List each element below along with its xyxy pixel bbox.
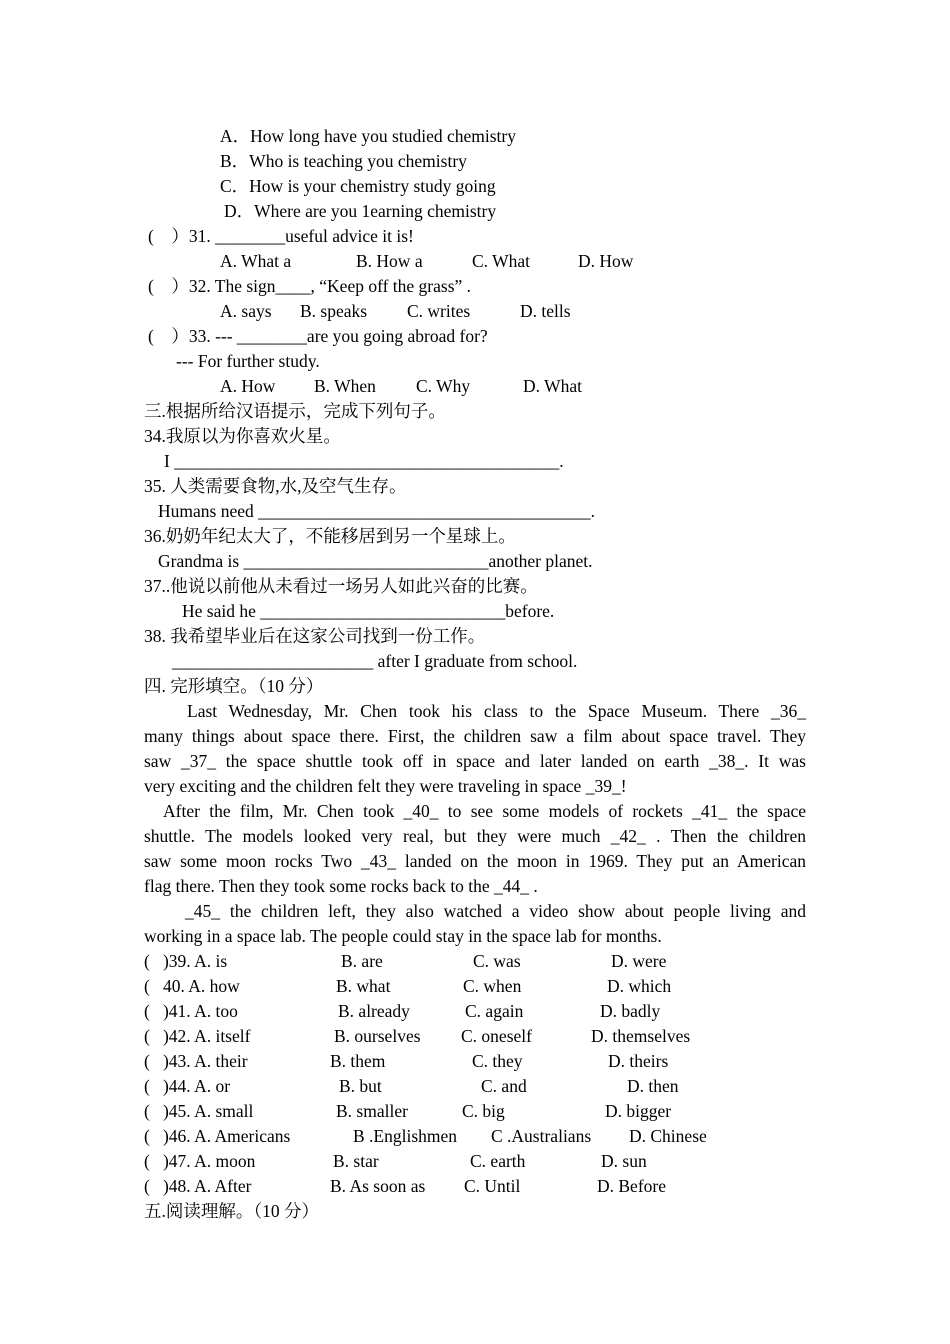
- q37-chinese: 37..他说以前他从未看过一场另人如此兴奋的比赛。: [144, 576, 538, 596]
- q39-b: B. are: [341, 951, 383, 971]
- q33-option-a: A. How: [220, 376, 276, 396]
- q33-option-d: D. What: [523, 376, 582, 396]
- q47-b: B. star: [333, 1151, 379, 1171]
- q47-d: D. sun: [601, 1151, 647, 1171]
- q41-d: D. badly: [600, 1001, 661, 1021]
- q38-chinese: 38. 我希望毕业后在这家公司找到一份工作。: [144, 626, 486, 646]
- q43-d: D. theirs: [608, 1051, 669, 1071]
- q33-option-c: C. Why: [416, 376, 471, 396]
- q41-c: C. again: [465, 1001, 524, 1021]
- q31-option-a: A. What a: [220, 251, 292, 271]
- q33-stem: ( ）33. --- ________are you going abroad for?: [148, 326, 488, 346]
- q48-c: C. Until: [464, 1176, 521, 1196]
- q44-d: D. then: [627, 1076, 679, 1096]
- section5-title: 五.阅读理解。（10 分）: [144, 1201, 319, 1221]
- q31-option-d: D. How: [578, 251, 634, 271]
- section3-title: 三.根据所给汉语提示，完成下列句子。: [144, 401, 446, 421]
- q35-english: Humans need ______________________________________.: [158, 501, 595, 521]
- q32-option-d: D. tells: [520, 301, 571, 321]
- cloze-p1-line3: saw _37_ the space shuttle took off in space and later landed on earth _38_. It was: [144, 751, 806, 771]
- q40-b: B. what: [336, 976, 391, 996]
- q40-a: ( 40. A. how: [144, 976, 240, 996]
- q43-a: ( )43. A. their: [144, 1051, 248, 1071]
- q46-c: C .Australians: [491, 1126, 592, 1146]
- q37-english: He said he ____________________________before.: [182, 601, 555, 621]
- q40-d: D. which: [607, 976, 672, 996]
- q47-c: C. earth: [470, 1151, 526, 1171]
- q32-option-a: A. says: [220, 301, 272, 321]
- cloze-p2-line1: After the film, Mr. Chen took _40_ to see some models of rockets _41_ the space: [163, 801, 806, 821]
- q36-chinese: 36.奶奶年纪太大了，不能移居到另一个星球上。: [144, 526, 516, 546]
- q34-chinese: 34.我原以为你喜欢火星。: [144, 426, 341, 446]
- q42-c: C. oneself: [461, 1026, 532, 1046]
- q48-a: ( )48. A. After: [144, 1176, 252, 1196]
- cloze-p2-line3: saw some moon rocks Two _43_ landed on the moon in 1969. They put an American: [144, 851, 806, 871]
- q44-c: C. and: [481, 1076, 527, 1096]
- cloze-p3-line2: working in a space lab. The people could stay in the space lab for months.: [144, 926, 662, 946]
- q44-a: ( )44. A. or: [144, 1076, 231, 1096]
- q42-d: D. themselves: [591, 1026, 691, 1046]
- q35-chinese: 35. 人类需要食物,水,及空气生存。: [144, 476, 407, 496]
- q31-stem: ( ）31. ________useful advice it is!: [148, 226, 414, 246]
- q31-option-b: B. How a: [356, 251, 423, 271]
- q32-option-c: C. writes: [407, 301, 471, 321]
- q45-d: D. bigger: [605, 1101, 672, 1121]
- q41-a: ( )41. A. too: [144, 1001, 238, 1021]
- q48-d: D. Before: [597, 1176, 667, 1196]
- q39-d: D. were: [611, 951, 667, 971]
- q46-b: B .Englishmen: [353, 1126, 458, 1146]
- q30-option-b: B．Who is teaching you chemistry: [220, 151, 467, 171]
- q33-option-b: B. When: [314, 376, 376, 396]
- cloze-p3-line1: _45_ the children left, they also watched a video show about people living and: [185, 901, 806, 921]
- section4-title: 四. 完形填空。（10 分）: [144, 676, 324, 696]
- q48-b: B. As soon as: [330, 1176, 426, 1196]
- q39-c: C. was: [473, 951, 521, 971]
- cloze-p2-line2: shuttle. The models looked very real, but they were much _42_ . Then the children: [144, 826, 806, 846]
- q40-c: C. when: [463, 976, 522, 996]
- q34-english: I ____________________________________________.: [164, 451, 564, 471]
- q30-option-a: A．How long have you studied chemistry: [220, 126, 516, 146]
- q45-a: ( )45. A. small: [144, 1101, 254, 1121]
- cloze-p1-line2: many things about space there. First, the children saw a film about space travel. They: [144, 726, 806, 746]
- q36-english: Grandma is ____________________________another planet.: [158, 551, 593, 571]
- q41-b: B. already: [338, 1001, 410, 1021]
- cloze-p1-line1: Last Wednesday, Mr. Chen took his class to the Space Museum. There _36_: [187, 701, 806, 721]
- q46-d: D. Chinese: [629, 1126, 707, 1146]
- q30-option-d: D．Where are you 1earning chemistry: [224, 201, 497, 221]
- cloze-p2-line4: flag there. Then they took some rocks back to the _44_ .: [144, 876, 538, 896]
- q30-option-c: C．How is your chemistry study going: [220, 176, 496, 196]
- q42-a: ( )42. A. itself: [144, 1026, 251, 1046]
- q31-option-c: C. What: [472, 251, 531, 271]
- cloze-p1-line4: very exciting and the children felt they were traveling in space _39_!: [144, 776, 627, 796]
- q44-b: B. but: [339, 1076, 382, 1096]
- q45-c: C. big: [462, 1101, 505, 1121]
- q43-b: B. them: [330, 1051, 386, 1071]
- q46-a: ( )46. A. Americans: [144, 1126, 291, 1146]
- q45-b: B. smaller: [336, 1101, 408, 1121]
- q32-stem: ( ）32. The sign____, “Keep off the grass” .: [148, 276, 472, 296]
- q43-c: C. they: [472, 1051, 523, 1071]
- q32-option-b: B. speaks: [300, 301, 368, 321]
- q39-a: ( )39. A. is: [144, 951, 228, 971]
- q33-reply: --- For further study.: [176, 351, 320, 371]
- q47-a: ( )47. A. moon: [144, 1151, 256, 1171]
- q38-english: _______________________ after I graduate from school.: [172, 651, 578, 671]
- q42-b: B. ourselves: [334, 1026, 421, 1046]
